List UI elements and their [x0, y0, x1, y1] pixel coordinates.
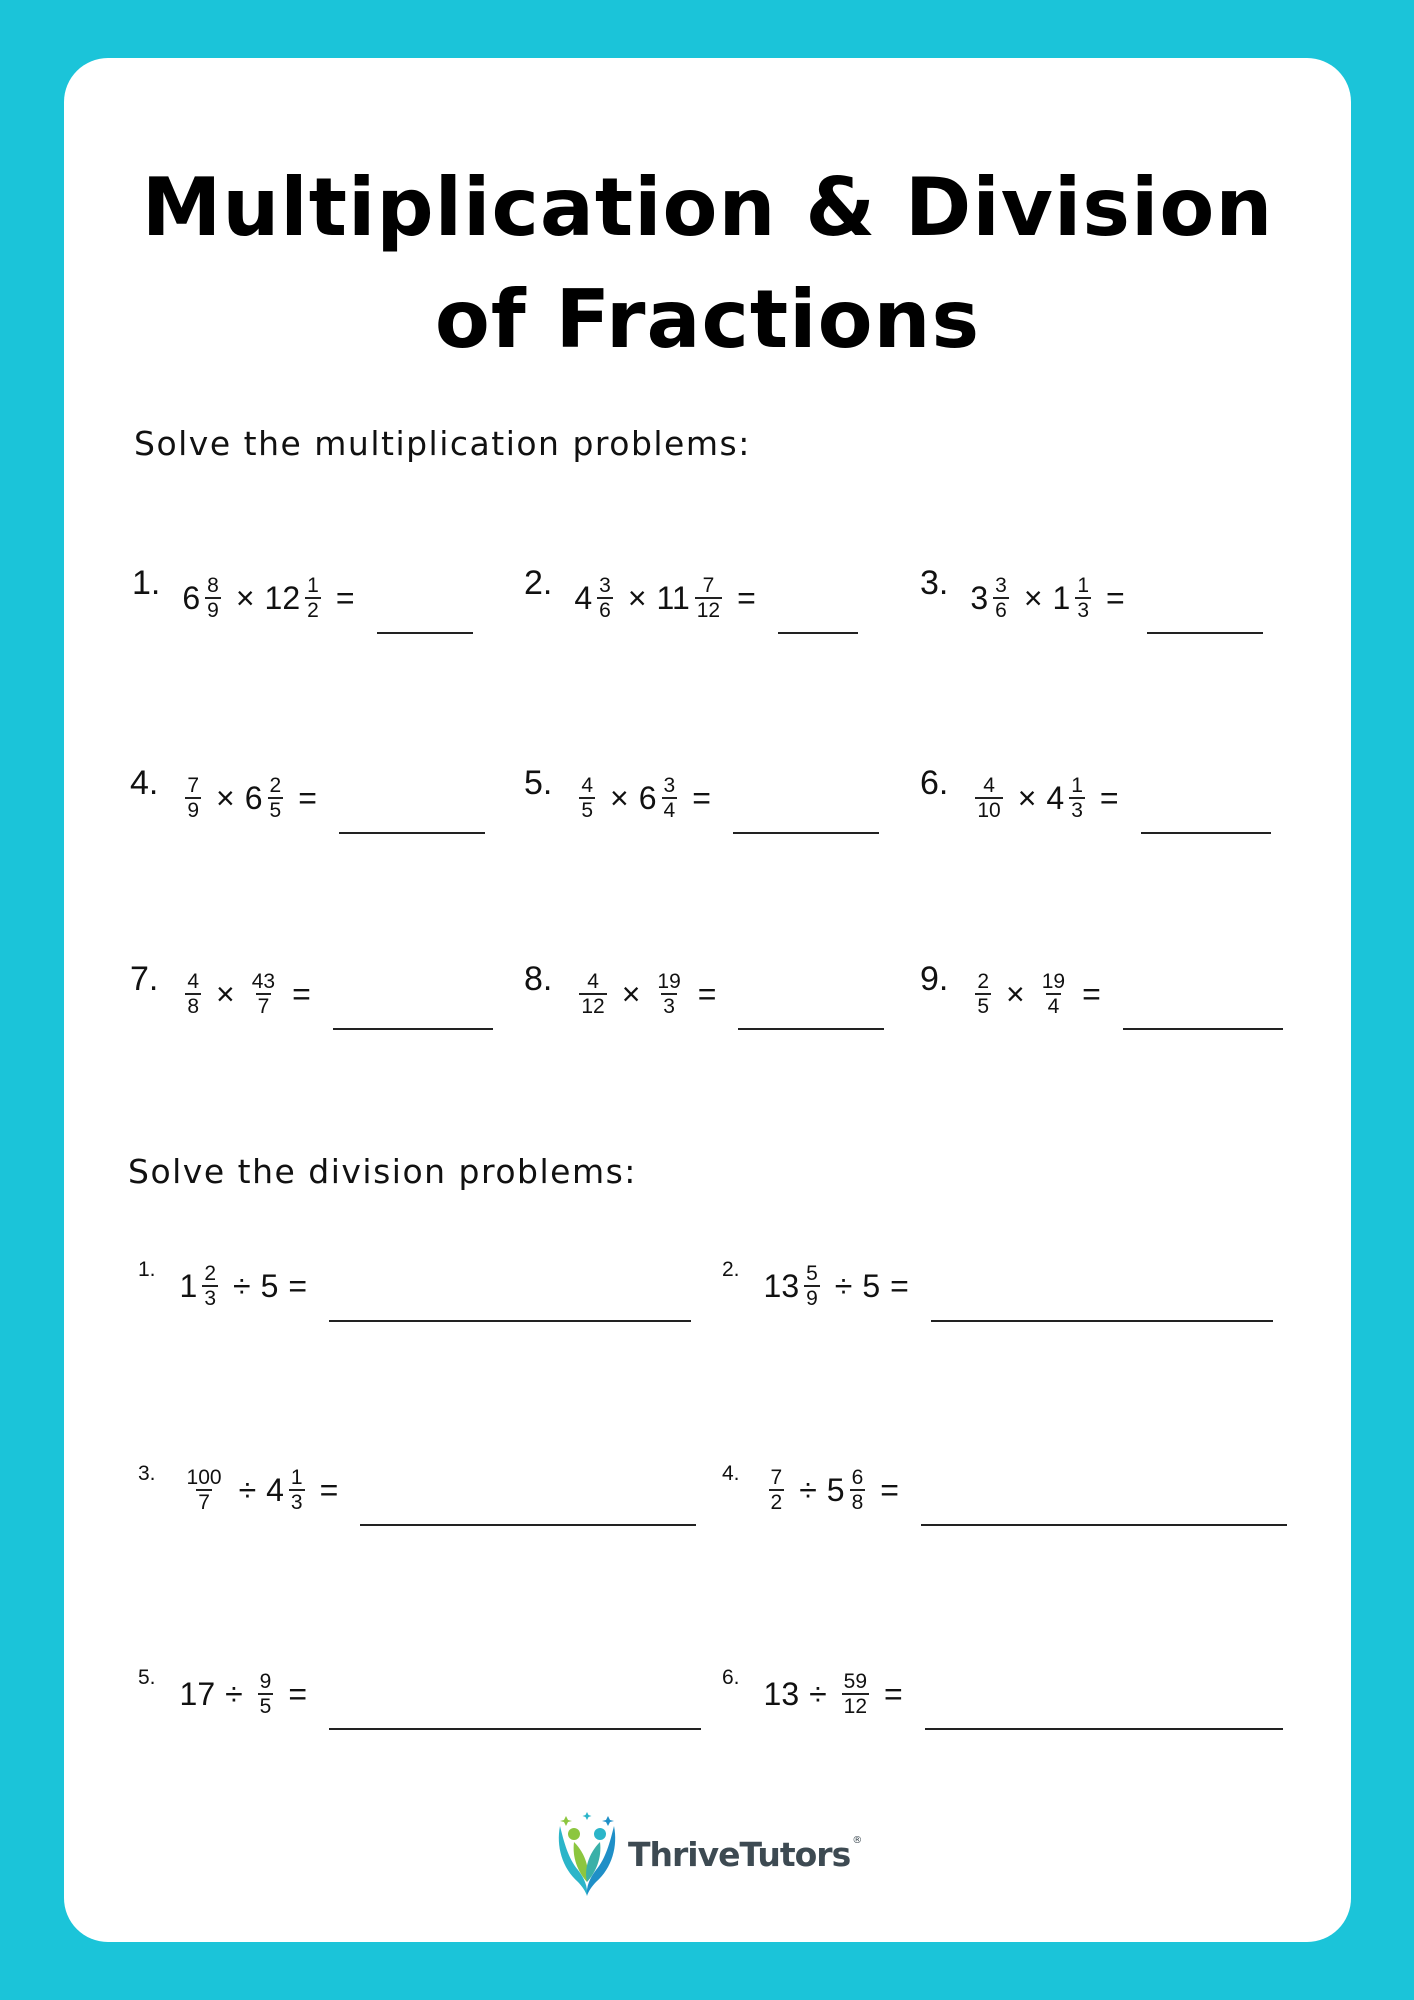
operator: ÷	[238, 1471, 257, 1508]
mult-problem-5	[524, 758, 879, 838]
mult-problem-4	[130, 758, 485, 838]
whole-number: 13	[763, 1675, 800, 1712]
answer-blank[interactable]	[1141, 794, 1271, 834]
fraction: $\frac{3}{6}$	[599, 574, 611, 622]
fraction: $\frac{9}{5}$	[259, 1670, 272, 1718]
equals-sign: =	[697, 975, 717, 1012]
fraction: $\frac{100}{7}$	[186, 1466, 222, 1514]
answer-blank[interactable]	[921, 1486, 1287, 1526]
operator: ×	[216, 779, 235, 816]
worksheet-card	[64, 58, 1351, 1942]
mult-problem-9	[920, 954, 1283, 1034]
whole-number: 3	[970, 579, 989, 616]
problem-number: 6.	[722, 1666, 740, 1689]
fraction: $\frac{2}{5}$	[977, 970, 990, 1018]
problem-number: 4.	[722, 1462, 740, 1485]
operator: ÷	[799, 1471, 817, 1508]
problem-number: 5.	[524, 764, 553, 802]
whole-number: 11	[656, 579, 690, 616]
fraction: $\frac{1}{3}$	[1077, 574, 1090, 622]
fraction: $\frac{19}{4}$	[1041, 970, 1066, 1018]
answer-blank[interactable]	[377, 594, 473, 634]
equals-sign: =	[884, 1675, 903, 1712]
equals-sign: =	[1106, 579, 1125, 616]
fraction: $\frac{19}{3}$	[657, 970, 681, 1018]
equals-sign: =	[298, 779, 317, 816]
problem-number: 9.	[920, 960, 949, 998]
mult-problem-1	[132, 558, 473, 638]
answer-blank[interactable]	[925, 1690, 1283, 1730]
answer-blank[interactable]	[333, 990, 493, 1030]
whole-number: 5	[826, 1471, 845, 1508]
mult-problem-2	[524, 558, 858, 638]
div-problem-2	[722, 1246, 1273, 1326]
thrivetutors-mark-icon	[554, 1812, 620, 1896]
equals-sign: =	[292, 975, 311, 1012]
fraction: $\frac{6}{8}$	[851, 1466, 864, 1514]
whole-number: 12	[264, 579, 301, 616]
problem-number: 2.	[722, 1258, 740, 1281]
fraction: $\frac{1}{2}$	[307, 574, 319, 622]
equals-sign: =	[288, 1267, 308, 1304]
fraction: $\frac{2}{5}$	[269, 774, 282, 822]
div-problem-1	[138, 1246, 691, 1326]
fraction: $\frac{4}{8}$	[187, 970, 200, 1018]
problem-number: 2.	[524, 564, 553, 602]
fraction: $\frac{7}{12}$	[696, 574, 721, 622]
fraction: $\frac{2}{3}$	[204, 1262, 216, 1310]
whole-number: 13	[763, 1267, 800, 1304]
equals-sign: =	[692, 779, 711, 816]
equals-sign: =	[1082, 975, 1101, 1012]
mult-problem-8	[524, 954, 884, 1034]
equals-sign: =	[335, 579, 355, 616]
mult-problem-7	[130, 954, 493, 1034]
registered-mark: ®	[852, 1834, 862, 1846]
whole-number: 4	[574, 579, 593, 616]
operator: ×	[235, 579, 255, 616]
problem-number: 7.	[130, 960, 159, 998]
fraction: $\frac{7}{2}$	[770, 1466, 783, 1514]
mult-problem-6	[920, 758, 1271, 838]
whole-number: 1	[179, 1267, 198, 1304]
operator: ×	[216, 975, 235, 1012]
answer-blank[interactable]	[931, 1282, 1273, 1322]
answer-blank[interactable]	[329, 1690, 701, 1730]
problem-number: 1.	[132, 564, 161, 602]
fraction: $\frac{5}{9}$	[806, 1262, 818, 1310]
answer-blank[interactable]	[360, 1486, 696, 1526]
answer-blank[interactable]	[738, 990, 884, 1030]
equals-sign: =	[1099, 779, 1119, 816]
whole-number: 4	[1046, 779, 1065, 816]
operator: ×	[627, 579, 647, 616]
division-instruction: Solve the division problems:	[128, 1152, 637, 1191]
fraction: $\frac{4}{12}$	[581, 970, 605, 1018]
mult-problem-3	[920, 558, 1263, 638]
operator: ×	[1017, 779, 1037, 816]
fraction: $\frac{4}{10}$	[977, 774, 1001, 822]
answer-blank[interactable]	[339, 794, 485, 834]
problem-number: 8.	[524, 960, 553, 998]
fraction: $\frac{4}{5}$	[581, 774, 594, 822]
div-problem-6	[722, 1654, 1283, 1734]
problem-number: 3.	[138, 1462, 156, 1485]
problem-number: 4.	[130, 764, 159, 802]
thrivetutors-logo	[554, 1812, 861, 1896]
equals-sign: =	[737, 579, 756, 616]
div-problem-5	[138, 1654, 701, 1734]
answer-blank[interactable]	[1123, 990, 1283, 1030]
operator: ÷	[809, 1675, 827, 1712]
div-problem-4	[722, 1450, 1287, 1530]
operator: ÷	[834, 1267, 853, 1304]
title-line-1: Multiplication & Division	[141, 161, 1274, 254]
fraction: $\frac{3}{4}$	[663, 774, 676, 822]
fraction: $\frac{3}{6}$	[995, 574, 1007, 622]
operator: ÷	[225, 1675, 243, 1712]
page-title	[64, 152, 1351, 376]
operator: ×	[621, 975, 641, 1012]
div-problem-3	[138, 1450, 696, 1530]
logo-wordmark: ThriveTutors ®	[628, 1834, 862, 1874]
equals-sign: =	[880, 1471, 899, 1508]
fraction: $\frac{59}{12}$	[843, 1670, 868, 1718]
title-line-2: of Fractions	[434, 273, 981, 366]
problem-number: 5.	[138, 1666, 156, 1689]
answer-blank[interactable]	[733, 794, 879, 834]
answer-blank[interactable]	[329, 1282, 691, 1322]
fraction: $\frac{1}{3}$	[290, 1466, 303, 1514]
problem-number: 1.	[138, 1258, 156, 1281]
whole-number: 1	[1052, 579, 1071, 616]
whole-number: 5	[260, 1267, 279, 1304]
fraction: $\frac{7}{9}$	[187, 774, 200, 822]
answer-blank[interactable]	[1147, 594, 1263, 634]
operator: ×	[610, 779, 629, 816]
answer-blank[interactable]	[778, 594, 858, 634]
fraction: $\frac{43}{7}$	[251, 970, 276, 1018]
equals-sign: =	[288, 1675, 308, 1712]
whole-number: 6	[182, 579, 201, 616]
equals-sign: =	[890, 1267, 909, 1304]
whole-number: 5	[862, 1267, 881, 1304]
whole-number: 6	[244, 779, 263, 816]
equals-sign: =	[319, 1471, 339, 1508]
problem-number: 3.	[920, 564, 949, 602]
fraction: $\frac{1}{3}$	[1071, 774, 1083, 822]
operator: ÷	[233, 1267, 251, 1304]
operator: ×	[1006, 975, 1025, 1012]
whole-number: 6	[638, 779, 657, 816]
multiplication-instruction: Solve the multiplication problems:	[134, 424, 751, 463]
operator: ×	[1023, 579, 1043, 616]
whole-number: 4	[266, 1471, 284, 1508]
problem-number: 6.	[920, 764, 949, 802]
fraction: $\frac{8}{9}$	[207, 574, 219, 622]
whole-number: 17	[179, 1675, 216, 1712]
